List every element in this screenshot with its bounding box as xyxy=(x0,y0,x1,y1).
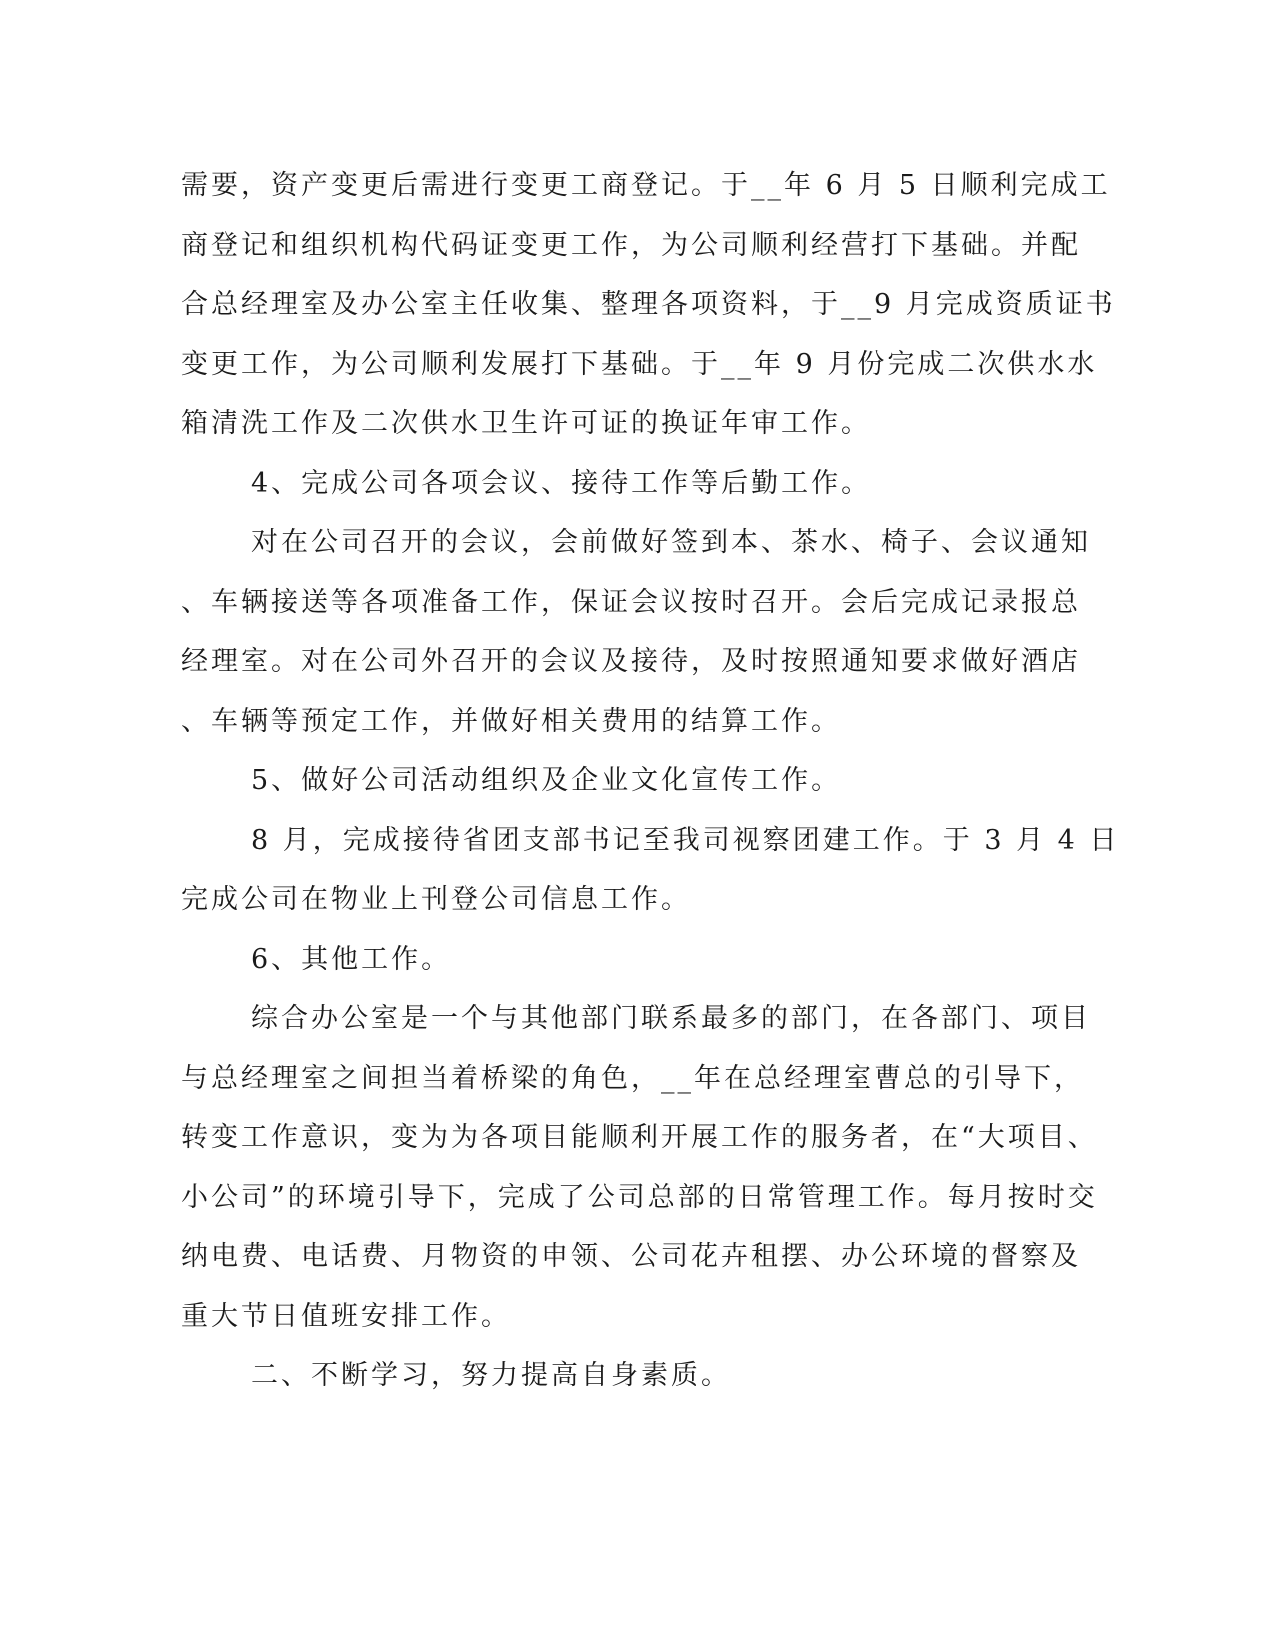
paragraph-line: 、车辆接送等各项准备工作，保证会议按时召开。会后完成记录报总 xyxy=(181,586,1081,618)
paragraph-line: 对在公司召开的会议，会前做好签到本、茶水、椅子、会议通知 xyxy=(251,527,1091,558)
section-heading-4: 4、完成公司各项会议、接待工作等后勤工作。 xyxy=(251,467,872,499)
paragraph-line: 重大节日值班安排工作。 xyxy=(181,1300,511,1332)
paragraph-line: 商登记和组织机构代码证变更工作，为公司顺利经营打下基础。并配 xyxy=(181,229,1081,261)
section-heading-6: 6、其他工作。 xyxy=(251,943,452,975)
paragraph-line: 8 月，完成接待省团支部书记至我司视察团建工作。于 3 月 4 日 xyxy=(251,824,1120,856)
paragraph-line: 完成公司在物业上刊登公司信息工作。 xyxy=(181,884,691,915)
paragraph-line: 、车辆等预定工作，并做好相关费用的结算工作。 xyxy=(181,705,841,737)
document-body xyxy=(181,156,1120,1406)
paragraph-line: 合总经理室及办公室主任收集、整理各项资料，于__9 月完成资质证书 xyxy=(181,289,1116,320)
paragraph-line: 纳电费、电话费、月物资的申领、公司花卉租摆、办公环境的督察及 xyxy=(181,1241,1081,1272)
paragraph-line: 箱清洗工作及二次供水卫生许可证的换证年审工作。 xyxy=(181,408,871,439)
paragraph-line: 与总经理室之间担当着桥梁的角色，__年在总经理室曹总的引导下， xyxy=(181,1062,1084,1094)
paragraph-line: 变更工作，为公司顺利发展打下基础。于__年 9 月份完成二次供水水 xyxy=(181,348,1098,380)
paragraph-line: 转变工作意识，变为为各项目能顺利开展工作的服务者，在“大项目、 xyxy=(181,1122,1098,1153)
section-heading-2: 二、不断学习，努力提高自身素质。 xyxy=(251,1360,731,1391)
paragraph-line: 需要，资产变更后需进行变更工商登记。于__年 6 月 5 日顺利完成工 xyxy=(181,170,1111,201)
paragraph-line: 小公司”的环境引导下，完成了公司总部的日常管理工作。每月按时交 xyxy=(181,1181,1098,1213)
paragraph-line: 经理室。对在公司外召开的会议及接待，及时按照通知要求做好酒店 xyxy=(181,646,1081,677)
paragraph-line: 综合办公室是一个与其他部门联系最多的部门，在各部门、项目 xyxy=(251,1003,1091,1034)
section-heading-5: 5、做好公司活动组织及企业文化宣传工作。 xyxy=(251,765,842,796)
